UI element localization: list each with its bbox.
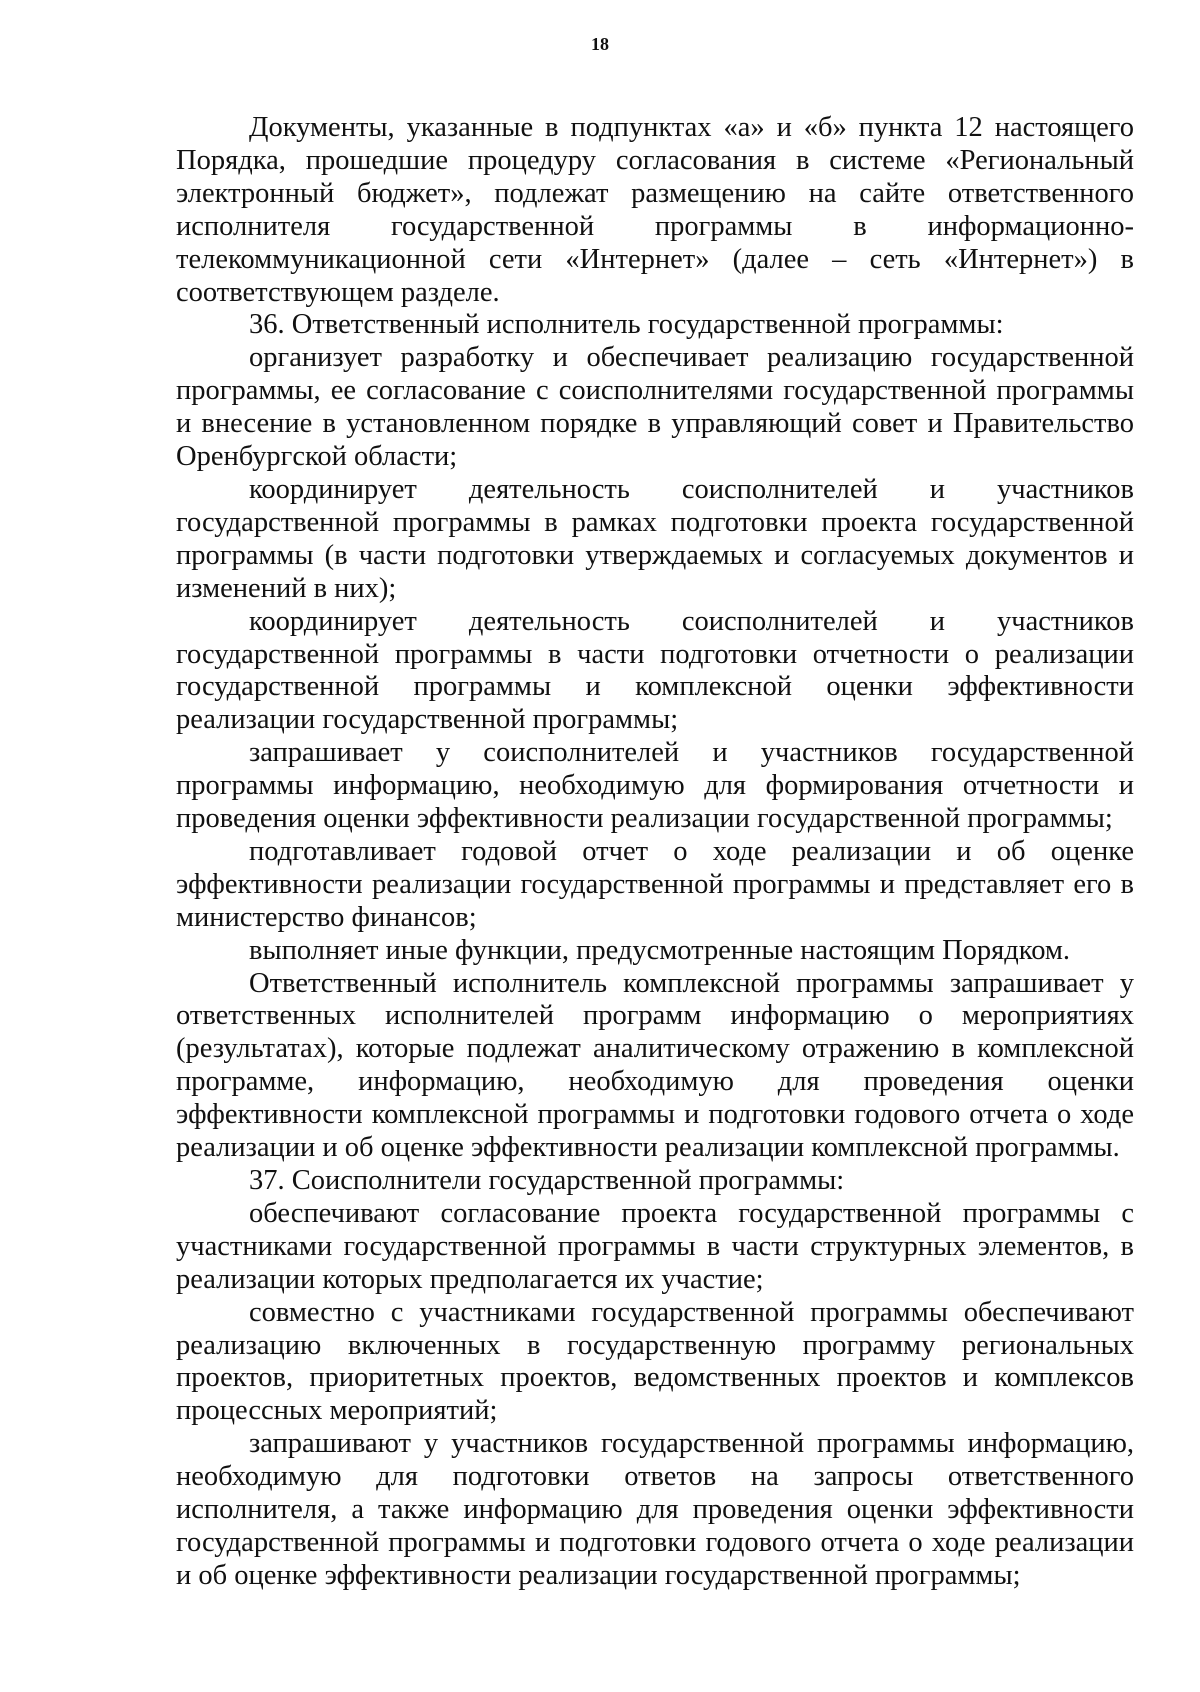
paragraph-coordinates-preparation: координирует деятельность соисполнителей и участников государственной программы в рамках подготовки проекта государственной программы (в части подготовки утверждаемых и согласуемых документов и изменений в них);	[176, 473, 1134, 604]
paragraph-coordinates-reporting: координирует деятельность соисполнителей и участников государственной программы в части подготовки отчетности о реализации государственной программы и комплексной оценки эффективности реализации государственной программы;	[176, 605, 1134, 736]
paragraph-item-37-heading: 37. Соисполнители государственной программы:	[249, 1165, 845, 1196]
paragraph-request-participants-information: запрашивают у участников государственной программы информацию, необходимую для подготовки ответов на запросы ответственного исполнителя, а также информацию для проведения оценки эффективности государственной программы и подготовки годового отчета о ходе реализации и об оценке эффективности реализации государственной программы;	[176, 1428, 1134, 1591]
paragraph-other-functions: выполняет иные функции, предусмотренные настоящим Порядком.	[249, 934, 1071, 966]
paragraph-item-36-heading: 36. Ответственный исполнитель государственной программы:	[249, 309, 1004, 341]
paragraph-prepares-annual-report: подготавливает годовой отчет о ходе реализации и об оценке эффективности реализации государственной программы и представляет его в министерство финансов;	[176, 835, 1134, 933]
paragraph-jointly-ensure-implementation: совместно с участниками государственной программы обеспечивают реализацию включенных в государственную программу региональных проектов, приоритетных проектов, ведомственных проектов и комплексов процессных мероприятий;	[176, 1296, 1134, 1427]
page-number: 18	[591, 34, 609, 54]
paragraph-ensure-approval: обеспечивают согласование проекта государственной программы с участниками государственной программы в части структурных элементов, в реализации которых предполагается их участие;	[176, 1197, 1134, 1295]
paragraph-organizes-development: организует разработку и обеспечивает реализацию государственной программы, ее согласование с соисполнителями государственной программы и внесение в установленном порядке в управляющий совет и Правительство Оренбургской области;	[176, 342, 1134, 473]
paragraph-complex-program-executor: Ответственный исполнитель комплексной программы запрашивает у ответственных исполнителей программ информацию о мероприятиях (результатах), которые подлежат аналитическому отражению в комплексной программе, информацию, необходимую для проведения оценки эффективности комплексной программы и подготовки годового отчета о ходе реализации и об оценке эффективности реализации комплексной программы.	[176, 967, 1134, 1164]
document-body	[176, 112, 1134, 1593]
paragraph-requests-information: запрашивает у соисполнителей и участников государственной программы информацию, необходимую для формирования отчетности и проведения оценки эффективности реализации государственной программы;	[176, 737, 1134, 835]
paragraph-documents-publication: Документы, указанные в подпунктах «а» и «б» пункта 12 настоящего Порядка, прошедшие процедуру согласования в системе «Региональный электронный бюджет», подлежат размещению на сайте ответственного исполнителя государственной программы в информационно-телекоммуникационной сети «Интернет» (далее – сеть «Интернет») в соответствующем разделе.	[176, 112, 1134, 308]
